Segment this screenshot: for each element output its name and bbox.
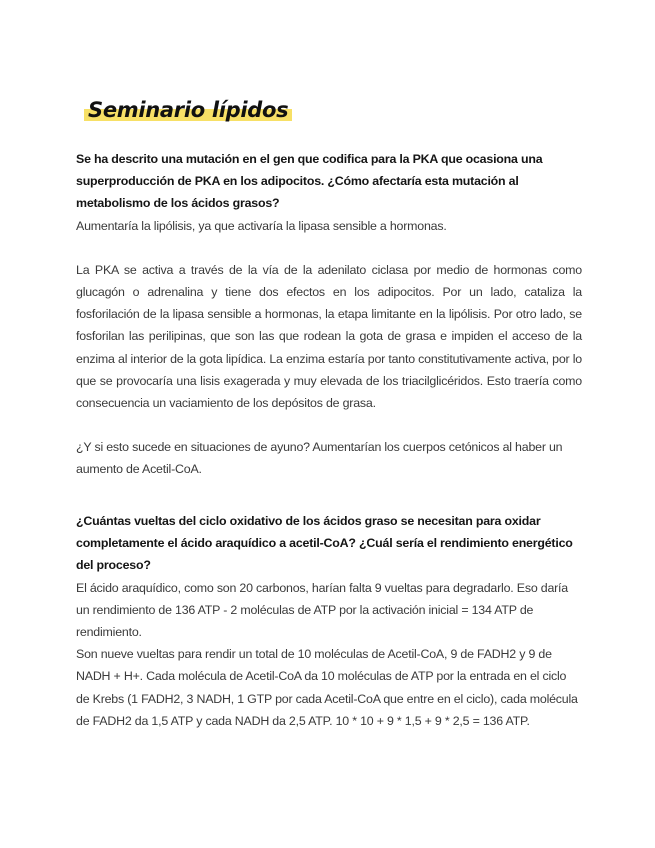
section-araquidico xyxy=(76,510,582,732)
document-title: Seminario lípidos xyxy=(84,98,292,123)
spacer xyxy=(76,414,582,436)
followup-ayuno: ¿Y si esto sucede en situaciones de ayuno? Aumentarían los cuerpos cetónicos al haber un aumento de Acetil-CoA. xyxy=(76,440,563,477)
answer-pka: Aumentaría la lipólisis, ya que activaría la lipasa sensible a hormonas. xyxy=(76,218,447,233)
answer-araquidico: El ácido araquídico, como son 20 carbonos, harían falta 9 vueltas para degradarlo. Eso daría un rendimiento de 136 ATP - 2 moléculas de ATP por la activación inicial = 134 ATP de rendimiento. xyxy=(76,580,568,640)
detail-rendimiento: Son nueve vueltas para rendir un total de 10 moléculas de Acetil-CoA, 9 de FADH2 y 9 de NADH + H+. Cada molécula de Acetil-CoA da 10 moléculas de ATP por la entrada en el ciclo de Krebs (1 FADH2, 3 NADH, 1 GTP por cada Acetil-CoA que entre en el ciclo), cada molécula de FADH2 da 1,5 ATP y cada NADH da 2,5 ATP. 10 * 10 + 9 * 1,5 + 9 * 2,5 = 136 ATP. xyxy=(76,647,578,728)
question-pka: Se ha descrito una mutación en el gen que codifica para la PKA que ocasiona una superproducción de PKA en los adipocitos. ¿Cómo afectaría esta mutación al metabolismo de los ácidos grasos? xyxy=(76,152,543,211)
spacer xyxy=(76,237,582,259)
section-pka xyxy=(76,148,582,481)
question-araquidico: ¿Cuántas vueltas del ciclo oxidativo de los ácidos graso se necesitan para oxidar completamente el ácido araquídico a acetil-CoA? ¿Cuál sería el rendimiento energético del proceso? xyxy=(76,514,573,573)
explanation-pka: La PKA se activa a través de la vía de la adenilato ciclasa por medio de hormonas como glucagón o adrenalina y tiene dos efectos en los adipocitos. Por un lado, cataliza la fosforilación de la lipasa sensible a hormonas, la etapa limitante en la lipólisis. Por otro lado, se fosforilan las perilipinas, que son las que rodean la gota de grasa e impiden el acceso de la enzima al interior de la gota lipídica. La enzima estaría por tanto constitutivamente activa, por lo que se provocaría una lisis exagerada y muy elevada de los triacilglicéridos. Esto traería como consecuencia un vaciamiento de los depósitos de grasa. xyxy=(76,262,582,411)
